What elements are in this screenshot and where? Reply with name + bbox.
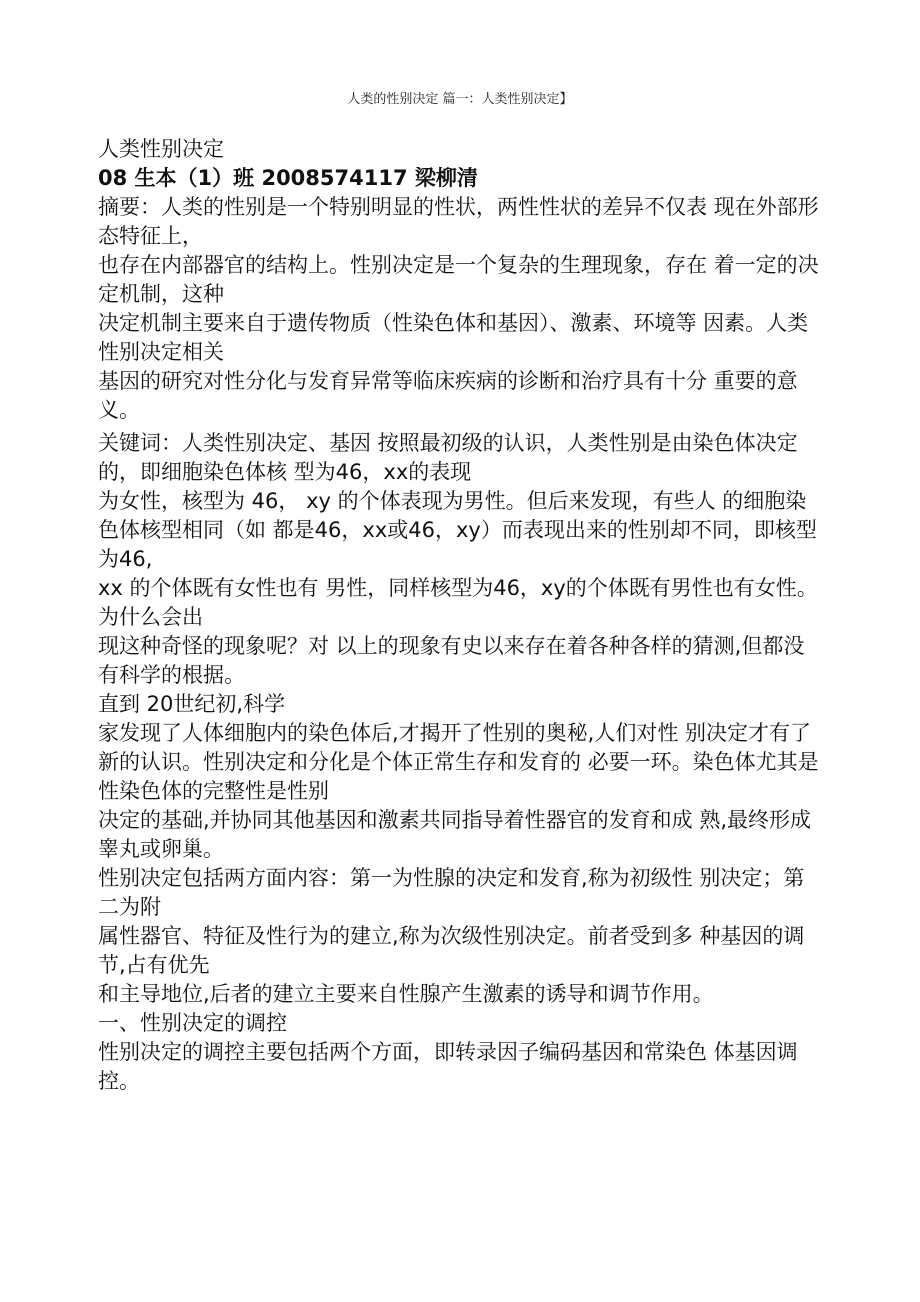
paragraph-abstract-2: 也存在内部器官的结构上。性别决定是一个复杂的生理现象，存在 着一定的决定机制，这种 xyxy=(98,253,819,306)
paragraph-karyotype-2: xx 的个体既有女性也有 男性，同样核型为46，xy的个体既有男性也有女性。为什么会出 xyxy=(98,576,818,629)
paragraph-content-1: 性别决定包括两方面内容：第一为性腺的决定和发育,称为初级性 别决定；第二为附 xyxy=(98,866,805,919)
paragraph-karyotype-3: 现这种奇怪的现象呢？对 以上的现象有史以来存在着各种各样的猜测,但都没有科学的根据。 xyxy=(98,634,805,687)
paragraph-abstract-4: 基因的研究对性分化与发育异常等临床疾病的诊断和治疗具有十分 重要的意义。 xyxy=(98,369,798,422)
paragraph-karyotype-1: 为女性，核型为 46， xy 的个体表现为男性。但后来发现，有些人 的细胞染色体核型相同（如 都是46，xx或46，xy）而表现出来的性别却不同，即核型为46, xyxy=(98,489,817,571)
document-body xyxy=(98,135,820,1096)
running-header: 人类的性别决定 篇一：人类性别决定】 xyxy=(347,92,573,107)
paragraph-history-2: 家发现了人体细胞内的染色体后,才揭开了性别的奥秘,人们对性 别决定才有了新的认识。性别决定和分化是个体正常生存和发育的 必要一环。染色体尤其是性染色体的完整性是性别 xyxy=(98,721,819,803)
paragraph-content-2: 属性器官、特征及性行为的建立,称为次级性别决定。前者受到多 种基因的调节,占有优先 xyxy=(98,924,805,977)
paragraph-abstract-3: 决定机制主要来自于遗传物质（性染色体和基因）、激素、环境等 因素。人类性别决定相关 xyxy=(98,311,809,364)
paragraph-history-3: 决定的基础,并协同其他基因和激素共同指导着性器官的发育和成 熟,最终形成睾丸或卵巢。 xyxy=(98,808,812,861)
section-heading-regulation: 一、性别决定的调控 xyxy=(98,1011,287,1035)
document-title: 人类性别决定 xyxy=(98,137,224,161)
paragraph-abstract-1: 摘要：人类的性别是一个特别明显的性状，两性性状的差异不仅表 现在外部形态特征上， xyxy=(98,195,819,248)
paragraph-history-1: 直到 20世纪初,科学 xyxy=(98,692,286,716)
paragraph-content-3: 和主导地位,后者的建立主要来自性腺产生激素的诱导和调节作用。 xyxy=(98,982,714,1006)
author-line: 08 生本（1）班 2008574117 梁柳清 xyxy=(98,166,478,190)
paragraph-keywords: 关键词：人类性别决定、基因 按照最初级的认识，人类性别是由染色体决定的，即细胞染色体核 型为46，xx的表现 xyxy=(98,431,798,484)
paragraph-regulation: 性别决定的调控主要包括两个方面，即转录因子编码基因和常染色 体基因调控。 xyxy=(98,1040,798,1093)
